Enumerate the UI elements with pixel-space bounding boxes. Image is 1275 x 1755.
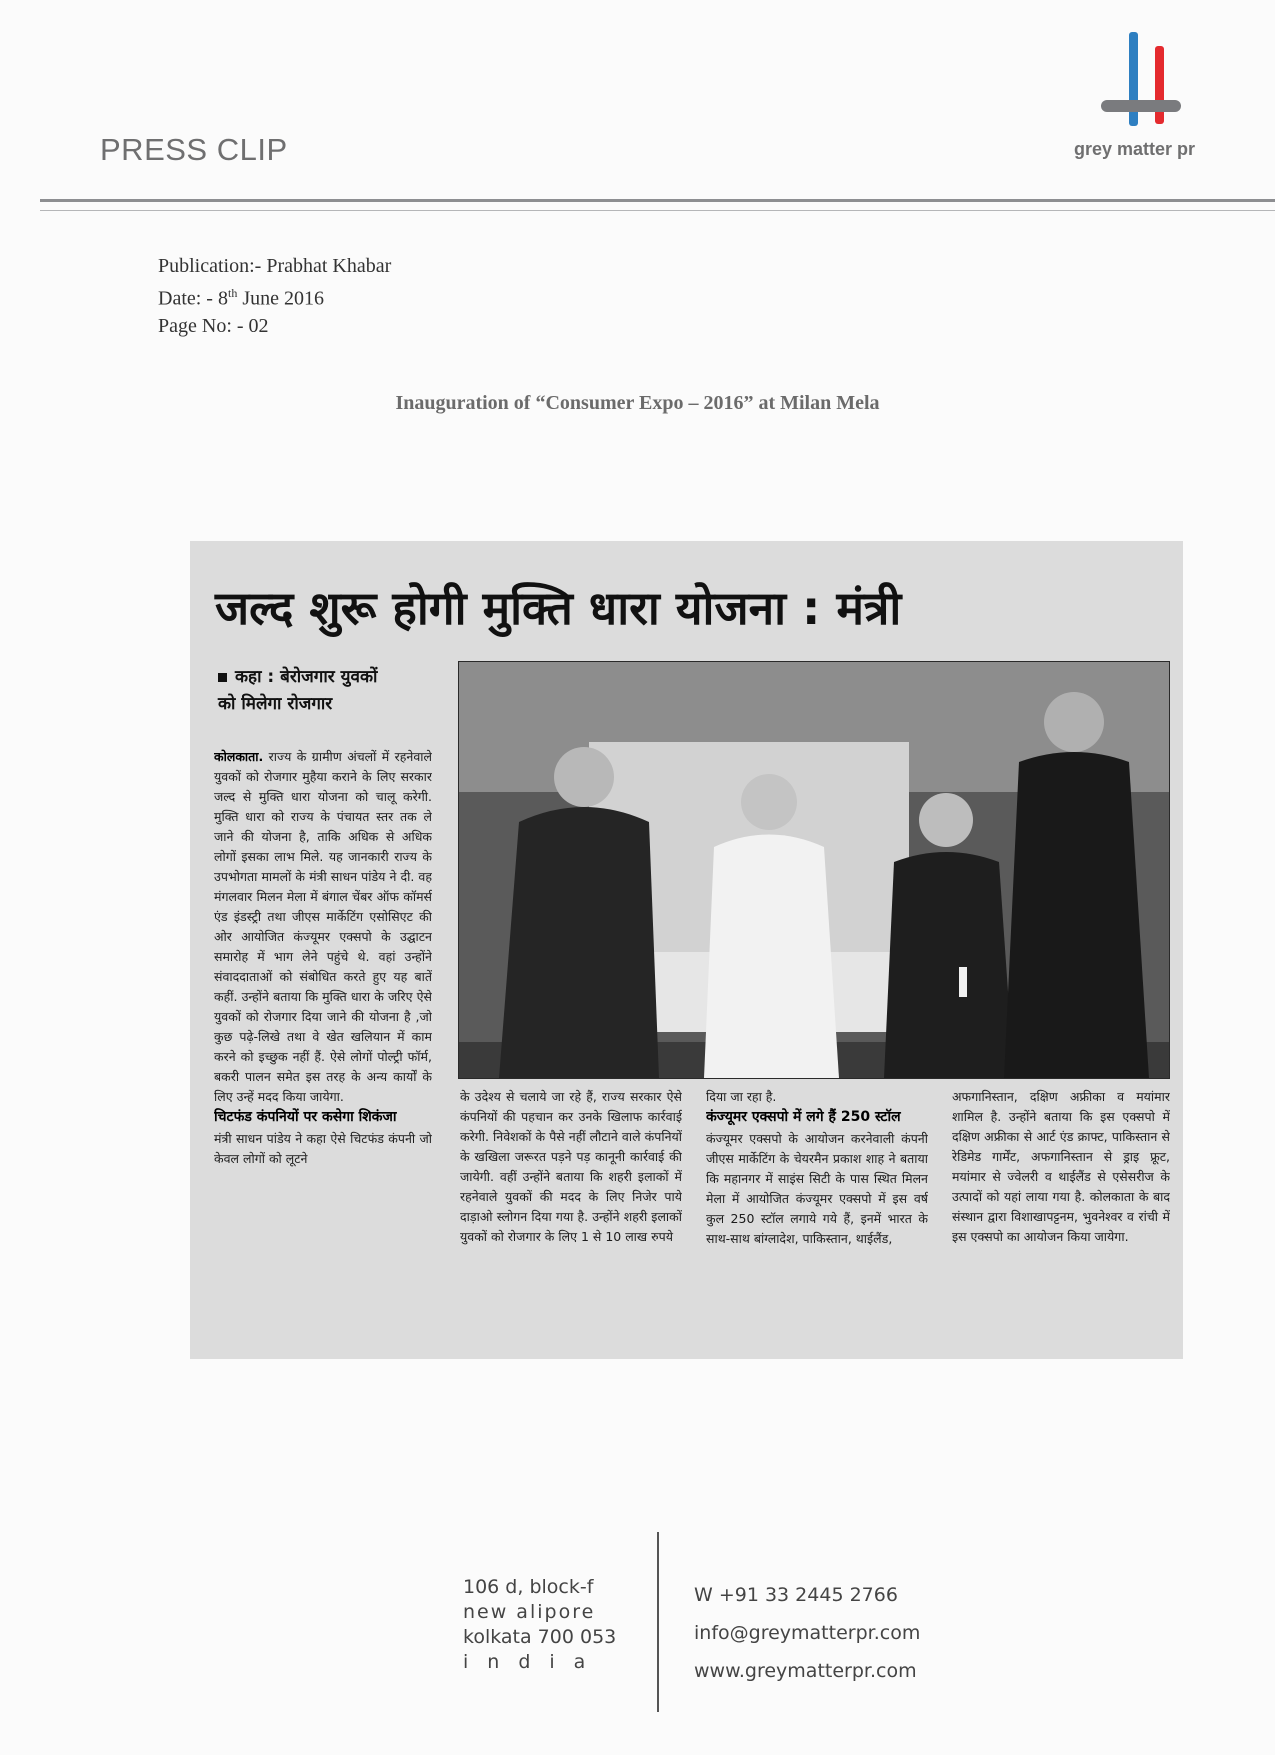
column-1-text-continued: मंत्री साधन पांडेय ने कहा ऐसे चिटफंड कंपनी जो केवल लोगों को लूटने (214, 1131, 432, 1166)
article-column-3 (706, 1087, 928, 1347)
article-column-2 (460, 1087, 682, 1347)
header-rule (40, 199, 1275, 202)
date-line: Date: - 8th June 2016 (158, 286, 324, 310)
column-1-text: राज्य के ग्रामीण अंचलों में रहनेवाले युवकों को रोजगार मुहैया कराने के लिए सरकार जल्द से मुक्ति धारा योजना को चालू करेगी. मुक्ति धारा को राज्य के पंचायत स्तर तक ले जाने की योजना है, ताकि अधिक से अधिक लोगों इसका लाभ मिले. यह जानकारी राज्य के उपभोगता मामलों के मंत्री साधन पांडेय ने दी. वह मंगलवार मिलन मेला में बंगाल चेंबर ऑफ कॉमर्स एंड इंडस्ट्री तथा जीएस मार्केटिंग एसोसिएट की ओर आयोजित कंज्यूमर एक्सपो के उद्घाटन समारोह में भाग लेने पहुंचे थे. वहां उन्होंने संवाददाताओं को संबोधित करते हुए यह बातें कहीं. उन्होंने बताया कि मुक्ति धारा के जरिए ऐसे युवकों को रोजगार दिया जाने की योजना है ,जो कुछ पढ़े-लिखे तथा वे खेत खलियान में काम करने को इच्छुक नहीं हैं. ऐसे लोगों पोल्ट्री फॉर्म, बकरी पालन समेत इस तरह के अन्य कार्यों के लिए उन्हें मदद किया जायेगा. (214, 749, 432, 1104)
publication-line: Publication:- Prabhat Khabar (158, 255, 392, 277)
page-line: Page No: - 02 (158, 314, 269, 337)
footer-contact (694, 1576, 920, 1690)
article-column-4 (952, 1087, 1170, 1347)
address-line-3: kolkata 700 053 (463, 1626, 617, 1648)
clip-caption: Inauguration of “Consumer Expo – 2016” at Milan Mela (395, 392, 880, 414)
column-1-subhead: चिटफंड कंपनियों पर कसेगा शिकंजा (214, 1109, 397, 1125)
column-4-text: अफगानिस्तान, दक्षिण अफ्रीका व मयांमार शामिल है. उन्होंने बताया कि इस एक्सपो में दक्षिण अफ्रीका से आर्ट एंड क्राफ्ट, पाकिस्तान से रेडिमेड गार्मेंट, अफगानिस्तान से ड्राइ फ्रूट, मयांमार से ज्वेलरी व थाईलैंड से एसेसरीज के उत्पादों को यहां लाया गया है. कोलकाता के बाद संस्थान द्वारा विशाखापट्टनम, भुवनेश्वर व रांची में इस एक्सपो का आयोजन किया जायेगा. (952, 1089, 1170, 1244)
email-link[interactable]: info@greymatterpr.com (694, 1622, 921, 1644)
column-3-text-continued: कंज्यूमर एक्सपो के आयोजन करनेवाली कंपनी जीएस मार्केटिंग के चेयरमैन प्रकाश शाह ने बताया कि महानगर में साइंस सिटी के पास स्थित मिलन मेला में आयोजित कंज्यूमर एक्सपो में इस वर्ष कुल 250 स्टॉल लगाये गये हैं, इनमें भारत के साथ-साथ बांग्लादेश, पाकिस्तान, थाईलैंड, (706, 1131, 928, 1246)
bullet-square-icon (218, 673, 227, 682)
grey-matter-logo (1095, 28, 1185, 138)
column-2-text: के उदेश्य से चलाये जा रहे हैं, राज्य सरकार ऐसे कंपनियों की पहचान कर उनके खिलाफ कार्रवाई करेगी. निवेशकों के पैसे नहीं लौटाने वाले कंपनियों के खखिला जरूरत पड़ने पड़ कानूनी कार्रवाई की जायेगी. वहीं उन्होंने बताया कि शहरी इलाकों में रहनेवाले युवकों की मदद के लिए निजेर पाये दाड़ाओ स्लोगन दिया गया है. उन्होंने शहरी इलाकों युवकों को रोजगार के लिए 1 से 10 लाख रुपये (460, 1089, 682, 1244)
footer-divider (657, 1532, 659, 1712)
column-3-text: दिया जा रहा है. (706, 1089, 777, 1104)
newspaper-clipping (190, 541, 1183, 1359)
logo-text: grey matter pr (1074, 139, 1196, 159)
article-subhead: कहा : बेरोजगार युवकों को मिलेगा रोजगार (218, 667, 378, 714)
phone-number: W +91 33 2445 2766 (694, 1584, 898, 1606)
dateline: कोलकाता. (214, 749, 264, 764)
address-line-1: 106 d, block-f (463, 1576, 594, 1598)
address-line-4: india (463, 1651, 605, 1673)
column-3-subhead: कंज्यूमर एक्सपो में लगे हैं 250 स्टॉल (706, 1109, 901, 1125)
inauguration-photo (458, 661, 1170, 1079)
article-headline: जल्द शुरू होगी मुक्ति धारा योजना : मंत्री (215, 581, 902, 635)
press-clip-title: PRESS CLIP (100, 132, 288, 167)
header-rule-thin (40, 210, 1275, 211)
footer-address (463, 1575, 616, 1675)
publication-meta (158, 253, 391, 340)
address-line-2: new alipore (463, 1601, 596, 1623)
article-column-1 (214, 747, 432, 1347)
website-link[interactable]: www.greymatterpr.com (694, 1660, 917, 1682)
